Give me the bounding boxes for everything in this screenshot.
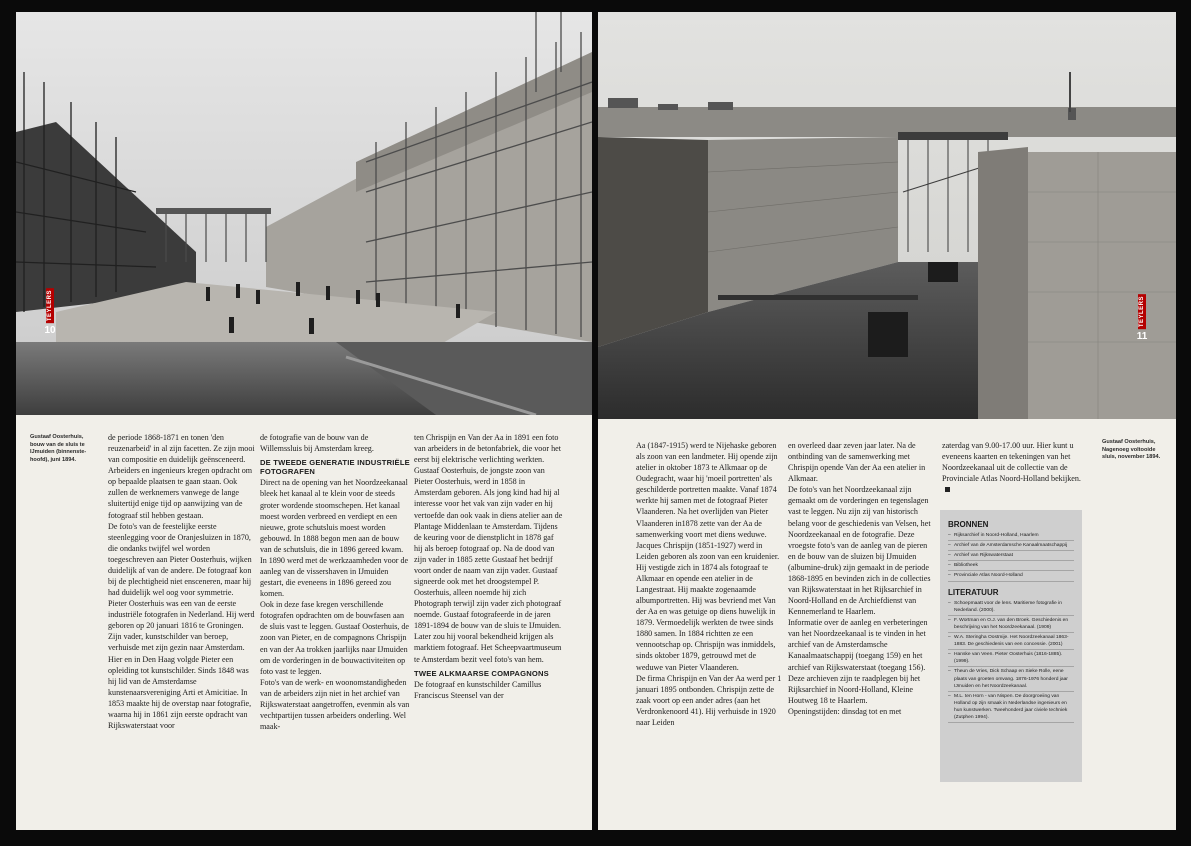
section-heading: TWEE ALKMAARSE COMPAGNONS <box>414 668 549 678</box>
column-text: en overleed daar zeven jaar later. Na de ontbinding van de samenwerking met Chrispijn opende Van der Aa een atelier in Alkmaar. De foto's van het Noordzeekanaal zijn gemaakt om de vorderingen en tegenslagen vast te leggen. Nu zijn zij van historisch belang voor de geschiedenis van Velsen, het Noordzeekanaal en de fotografie. Deze vroegste foto's van de aanleg van de pieren en de bouw van de sluizen bij IJmuiden (albumine-druk) zijn gemaakt in de periode 1868-1895 en bevinden zich in de collecties van Rijkswaterstaat in het Rijksarchief in Noord-Holland en de Archiefdienst van Kennemerland te Haarlem. Informatie over de aanleg en verbeteringen van het Noordzeekanaal is te vinden in het archief van de Amsterdamsche Kanaalmaatschappij (toegang 159) en het archief van Rijkswaterstaat (toegang 156). Deze archieven zijn te raadplegen bij het Rijksarchief in Noord-Holland, Kleine Houtweg 18 te Haarlem. Openingstijden: dinsdag tot en met <box>788 441 931 716</box>
right-page <box>598 12 1176 830</box>
text-column-2 <box>788 440 934 717</box>
text-column-3 <box>942 440 1082 495</box>
column-text: de fotografie van de bouw van de Willemssluis bij Amsterdam kreeg. <box>260 433 374 454</box>
list-item: – Bibliotheek <box>948 562 1074 571</box>
brand-tab: TEYLERS <box>47 290 53 322</box>
completed-lock-photo <box>598 12 1176 419</box>
column-text: de periode 1868-1871 en tonen 'den reuzenarbeid' in al zijn facetten. Ze zijn mooi van compositie en duidelijk geënsceneerd. Arbeiders en ingenieurs kregen opdracht om op bepaalde plaatsen te gaan staan. Ook zullen de werknemers vanwege de lange sluitertijd enige tijd op aanwijzing van de fotograaf stil hebben gestaan. De foto's van de feestelijke eerste steenlegging voor de Oranjesluizen in 1870, die ondanks twijfel wel worden toegeschreven aan Pieter Oosterhuis, wijken duidelijk af van de andere. De fotograaf kon bij de plechtigheid niet ensceneren, maar hij had duidelijk wel oog voor symmetrie. Pieter Oosterhuis was een van de eerste industriële fotografen in Nederland. Hij werd geboren op 20 januari 1816 te Groningen. Zijn vader, kunstschilder van beroep, verhuisde met zijn gezin naar Amsterdam. Hier en in Den Haag volgde Pieter een opleiding tot kunstschilder. Sinds 1848 was hij lid van de Amsterdamse kunstenaarsvereniging Arti et Amicitiae. In 1853 maakte hij de overstap naar fotografie, waarna hij in 1861 zijn eerste opdracht van Rijkswaterstaat voor <box>108 433 255 731</box>
photo-caption: Gustaaf Oosterhuis, Nagenoeg voltooide sluis, november 1894. <box>1102 439 1161 461</box>
page-number: TEYLERS 11 <box>1136 296 1148 343</box>
list-item: – Rijksarchief in Noord-Holland, Haarlem <box>948 532 1074 541</box>
text-column-2 <box>260 432 410 732</box>
list-item: – M.L. ten Horn - van Nispen. De doorgroeiing van Holland op zijn smaak in Nederlandse ingenieurs en hun kunstwerken. Tweehonderd jaar civiele techniek (Zutphen 1994). <box>948 693 1074 723</box>
end-mark-icon <box>945 487 950 492</box>
list-item: – Archief van Rijkswaterstaat <box>948 552 1074 561</box>
literature-list <box>948 600 1074 724</box>
column-text: De fotograaf en kunstschilder Camillus Franciscus Steensel van der <box>414 679 542 700</box>
sources-list <box>948 532 1074 582</box>
text-column-1 <box>636 440 782 728</box>
brand-tab: TEYLERS <box>1139 296 1145 328</box>
list-item: – Archief van de Amsterdamsche Kanaalmaatschappij <box>948 542 1074 551</box>
list-item: – Provinciale Atlas Noord-Holland <box>948 572 1074 581</box>
list-item: – F. Wortman en O.J. van den Broek. Geschiedenis en beschrijving van het Noordzeekanaal. (1909) <box>948 617 1074 633</box>
list-item: – W.A. Steringha Oostmije. Het Noordzeekanaal 1863-1883. De geschiedenis van een concessie. (2001) <box>948 634 1074 650</box>
column-text: zaterdag van 9.00-17.00 uur. Hier kunt u eveneens kaarten en tekeningen van het Noordzeekanaal uit de collectie van de Provinciale Atlas Noord-Holland bekijken. <box>942 440 1082 495</box>
left-page <box>16 12 592 830</box>
page-number: TEYLERS 10 <box>44 290 56 337</box>
column-text: ten Chrispijn en Van der Aa in 1891 een foto van arbeiders in de betonfabriek, die voor het eerst bij elektrische verlichting werkten. Gustaaf Oosterhuis, de jongste zoon van Pieter Oosterhuis, werd in 1858 in Amsterdam geboren. Als jong kind had hij al interesse voor het vak van zijn vader en hij vertoefde dan ook vaak in diens atelier aan de Plantage Middenlaan te Amsterdam. Tijdens de keuring voor de dienstplicht in 1878 gaf hij als beroep fotograaf op. Na de dood van zijn vader in 1885 zette Gustaaf het bedrijf voort onder de naam van zijn vader. Gustaaf signeerde ook met het droogstempel P. Oosterhuis, alleen noemde hij zich Photograph terwijl zijn vader zich photograaf noemde. Gustaaf fotografeerde in de jaren 1891-1894 de bouw van de sluis te IJmuiden. Later zou hij vooral bekendheid krijgen als marktiem fotograaf. Het Scheepvaartmuseum te Amsterdam bezit veel foto's van hem. <box>414 433 563 664</box>
text-column-1 <box>108 432 258 731</box>
list-item: – Schoepmaatt voor de lens. Maritieme fotografie in Nederland. (2000). <box>948 600 1074 616</box>
lock-construction-photo <box>16 12 592 415</box>
column-text: Aa (1847-1915) werd te Nijehaske geboren als zoon van een landmeter. Hij opende zijn atelier in oktober 1873 te Alkmaar op de Oudegracht, waar hij 'moeil portretten' als geschilderde portretten maakte. Vanaf 1874 werkte hij samen met de fotograaf Pieter Vlaanderen. Na het overlijden van Pieter Vlaanderen in1878 zette van der Aa de samenwerking voort met diens weduwe. Jacques Chrispijn (1851-1927) werd in Leiden geboren als zoon van een kruidenier. Hij vestigde zich in 1874 als fotograaf te Alkmaar en opende een atelier in de Langestraat. Hij maakte zogenaamde albumportretten. Hij was bevriend met Van der Aa en was getuige op diens huwelijk in 1879. Vermoedelijk werkten de twee sinds 1880 samen. In 1884 richtten ze een vennootschap op. Chrispijn was inmiddels, sinds oktober 1879, getrouwd met de weduwe van Pieter Vlaanderen. De firma Chrispijn en Van der Aa werd per 1 januari 1895 ontbonden. Chrispijn zette de zaak voort op een ander adres (aan het Verdronkenoord 41). Hij verhuisde in 1920 naar Leiden <box>636 441 782 727</box>
list-item: – Theun de Vries, Dick Schaap en Sieke Rolle, eene plaats van groeten omvang. 1876-1976 honderd jaar IJmuiden en het Noordzeekanaal. <box>948 668 1074 691</box>
section-heading: DE TWEEDE GENERATIE INDUSTRIËLE FOTOGRAFEN <box>260 458 410 477</box>
literature-title: LITERATUUR <box>948 587 999 597</box>
column-text: Direct na de opening van het Noordzeekanaal bleek het kanaal al te klein voor de steeds groter wordende stoomschepen. Het kanaal moest worden verbreed en verdiept en een nieuwe, grote schutsluis moest worden gebouwd. In 1888 begon men aan de bouw van de schutsluis, die in 1896 gereed kwam. In 1890 werd met de werkzaamheden voor de aanleg van de vissershaven in IJmuiden gestart, die eveneens in 1896 gereed zou komen. Ook in deze fase kregen verschillende fotografen opdrachten om de bouwfasen aan de sluis vast te leggen. Gustaaf Oosterhuis, de zoon van Pieter, en de compagnons Chrispijn en van der Aa trokken jaarlijks naar IJmuiden om de vorderingen in de bouwactiviteiten op foto vast te leggen. Foto's van de werk- en woonomstandigheden van de arbeiders zijn niet in het archief van Rijkswaterstaat aangetroffen, evenmin als van vechtpartijen tussen arbeiders onderling. Wel maak- <box>260 478 410 732</box>
text-column-3 <box>414 432 564 701</box>
photo-caption: Gustaaf Oosterhuis, bouw van de sluis te IJmuiden (binnenste-hoofd), juni 1894. <box>30 434 87 463</box>
sources-box <box>940 510 1082 782</box>
sources-title: BRONNEN <box>948 520 989 529</box>
list-item: – Hanske van Veen. Pieter Oosterhuis (1816-1885). (1999). <box>948 651 1074 667</box>
